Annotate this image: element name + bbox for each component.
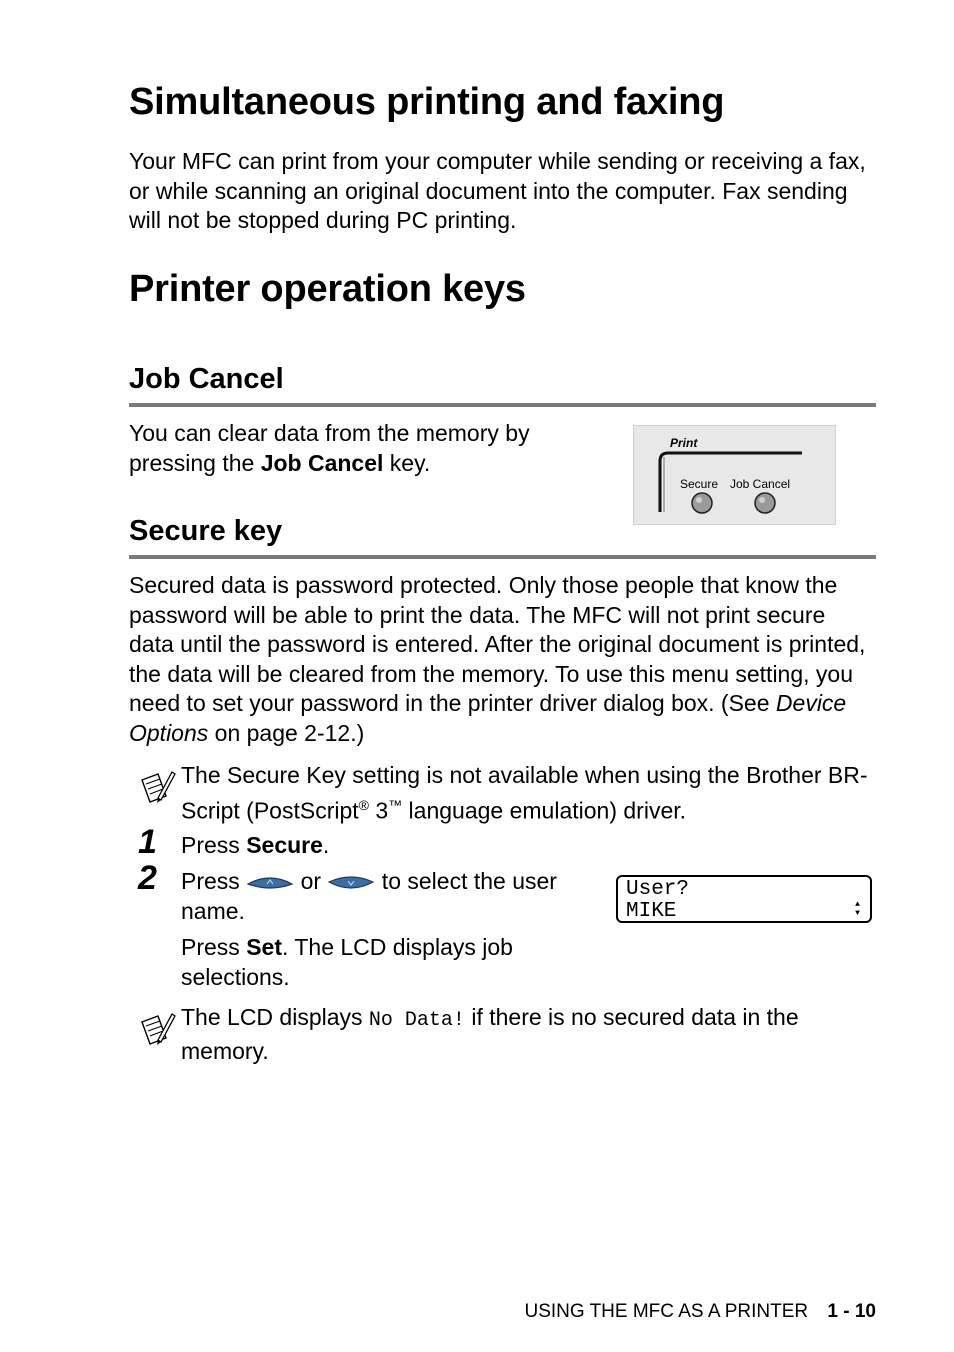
step-2-or: or (294, 868, 328, 894)
device-options-reference: Device Options (129, 690, 847, 746)
step-1-text (181, 830, 329, 860)
print-control-panel-illustration (633, 425, 836, 525)
page-footer (524, 1300, 876, 1324)
registered-mark: ® (358, 797, 369, 813)
note2-text-a: The LCD displays (181, 1004, 369, 1030)
note-secure-key-availability (181, 760, 881, 826)
note-no-data (181, 1002, 881, 1066)
secure-key-body-before: Secured data is password protected. Only those people that know the password will be able to print the data. The MFC will not print secure data until the password is entered. After the original document is printed, the data will be cleared from the memory. To use this menu setting, you need to set your password in the printer driver dialog box. (See (129, 572, 866, 716)
panel-graphic (634, 426, 837, 526)
step-2-press: Press (181, 868, 247, 894)
lcd-line-2: MIKE (626, 900, 677, 923)
step-1-key-secure: Secure (246, 832, 323, 858)
step-2-number: 2 (138, 859, 157, 897)
secure-key-rule (129, 555, 876, 559)
note1-text-c: language emulation) driver. (402, 797, 687, 824)
up-arrow-key-icon (246, 874, 294, 892)
step-2-rest2: . The LCD displays job selections. (181, 934, 513, 990)
job-cancel-rule (129, 403, 876, 407)
panel-secure-label: Secure (680, 477, 719, 491)
secure-key-body-after: on page 2-12.) (208, 719, 365, 746)
note1-text-a: The Secure Key setting is not available when using the Brother BR-Script (PostScript (181, 762, 868, 824)
step-2-text (181, 866, 591, 926)
job-cancel-text-before: You can clear data from the memory by pressing the (129, 420, 530, 476)
step-2-key-set: Set (246, 934, 282, 960)
job-cancel-paragraph (129, 419, 599, 478)
note-pencil-icon (136, 768, 176, 808)
job-cancel-key-name: Job Cancel (260, 449, 384, 476)
panel-print-label: Print (670, 436, 698, 450)
lcd-message-no-data: No Data! (368, 1009, 465, 1032)
note1-text-b: 3 (368, 797, 389, 824)
heading-job-cancel: Job Cancel (129, 363, 284, 395)
step-2-set-text (181, 932, 591, 992)
lcd-scroll-arrows-icon: ▲▼ (853, 900, 862, 918)
step-1-press: Press (181, 832, 247, 858)
heading-simultaneous-printing: Simultaneous printing and faxing (129, 81, 725, 123)
step-1-end: . (322, 832, 330, 858)
lcd-display (616, 875, 872, 923)
heading-secure-key: Secure key (129, 515, 283, 547)
footer-chapter: USING THE MFC AS A PRINTER (524, 1301, 809, 1322)
note2-text-b: if there is no secured data in the memory. (181, 1004, 799, 1064)
step-1-number: 1 (138, 823, 157, 861)
heading-printer-operation-keys: Printer operation keys (129, 268, 526, 310)
lcd-line-1: User? (626, 878, 690, 901)
simultaneous-printing-paragraph: Your MFC can print from your computer while sending or receiving a fax, or while scanning an original document into the computer. Fax sending will not be stopped during PC printing. (129, 148, 866, 233)
panel-job-cancel-label: Job Cancel (730, 477, 791, 491)
trademark-mark: ™ (388, 797, 403, 813)
secure-key-paragraph (129, 571, 874, 748)
down-arrow-key-icon (327, 874, 375, 892)
job-cancel-text-after: key. (383, 449, 431, 476)
step-2-press2: Press (181, 934, 247, 960)
footer-page-number: 1 - 10 (827, 1301, 876, 1322)
note-pencil-icon-2 (136, 1010, 176, 1050)
step-2-rest: to select the user name. (181, 868, 557, 924)
